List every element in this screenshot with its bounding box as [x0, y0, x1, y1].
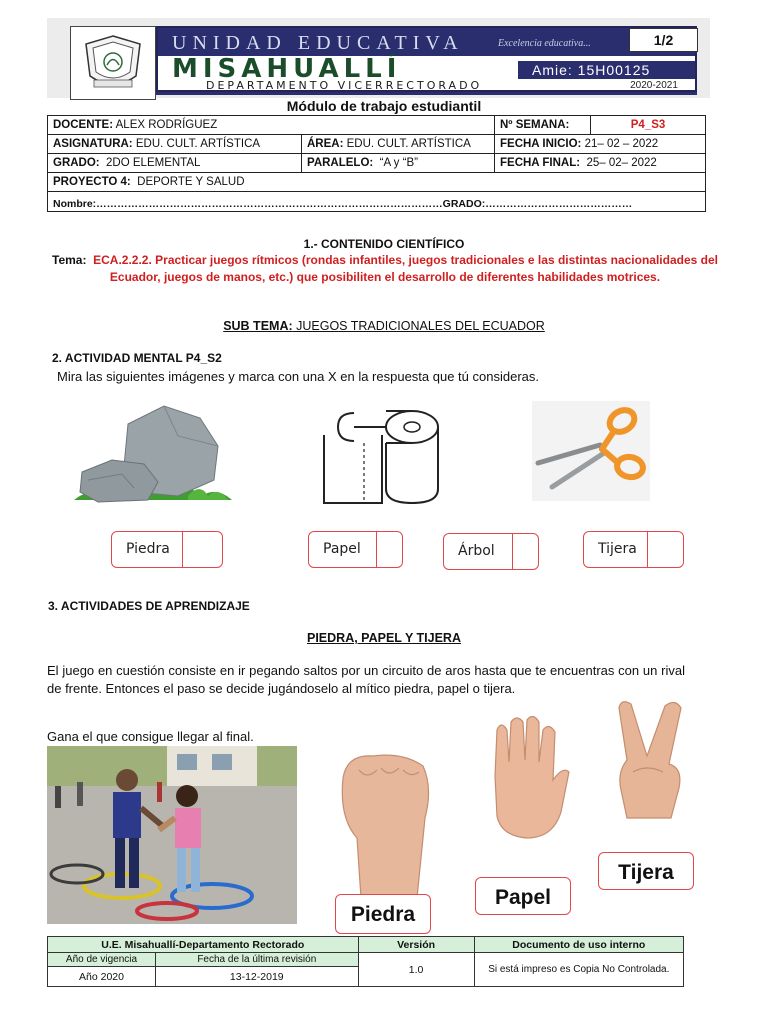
kids-playing-photo	[47, 746, 297, 924]
label-piedra: Piedra	[335, 894, 431, 934]
school-banner	[156, 26, 697, 92]
label-tijera: Tijera	[598, 852, 694, 890]
subtema: SUB TEMA: JUEGOS TRADICIONALES DEL ECUADOR	[223, 319, 545, 333]
footer-col2-header: Versión	[358, 937, 474, 953]
docente-cell: DOCENTE: ALEX RODRÍGUEZ	[48, 116, 495, 135]
school-name-line1: UNIDAD EDUCATIVA	[172, 32, 464, 54]
tema: Tema: ECA.2.2.2. Practicar juegos rítmicos (rondas infantiles, juegos tradicionales e las distintas nacionalidades del Ecuador, juegos de manos, etc.) que posibiliten el desarrollo de diferentes habilidades motrices.	[52, 253, 718, 284]
game-title: PIEDRA, PAPEL Y TIJERA	[307, 631, 461, 645]
school-period: 2020-2021	[630, 80, 678, 91]
footer-col3-header: Documento de uso interno	[474, 937, 683, 953]
grado-cell: GRADO: 2DO ELEMENTAL	[48, 154, 302, 173]
asignatura-cell: ASIGNATURA: EDU. CULT. ARTÍSTICA	[48, 135, 302, 154]
footer-version: 1.0	[358, 953, 474, 987]
area-cell: ÁREA: EDU. CULT. ARTÍSTICA	[302, 135, 495, 154]
footer-vigencia-label: Año de vigencia	[48, 953, 156, 967]
paper-roll-image	[318, 405, 446, 510]
school-crest-icon	[78, 32, 148, 94]
department-name: DEPARTAMENTO VICERRECTORADO	[206, 79, 483, 92]
footer-vigencia: Año 2020	[48, 967, 156, 987]
game-description: El juego en cuestión consiste en ir pegando saltos por un circuito de aros hasta que te encuentras con un rival de frente. Entonces el paso se decide jugándoselo al mítico piedra, papel o tijera.	[47, 663, 685, 696]
option-tijera[interactable]: Tijera	[583, 531, 684, 568]
game-rule: Gana el que consigue llegar al final.	[47, 729, 254, 744]
activity3-title: 3. ACTIVIDADES DE APRENDIZAJE	[48, 599, 250, 613]
footer-nota: Si está impreso es Copia No Controlada.	[474, 953, 683, 987]
open-hand-image	[487, 716, 571, 842]
fecha-inicio-cell: FECHA INICIO: 21– 02 – 2022	[495, 135, 706, 154]
school-name-line2: MISAHUALLÍ	[172, 54, 402, 84]
proyecto-cell: PROYECTO 4: DEPORTE Y SALUD	[48, 173, 706, 192]
rock-image	[68, 396, 238, 508]
fist-hand-image	[333, 748, 435, 900]
paralelo-cell: PARALELO: “A y “B”	[302, 154, 495, 173]
module-title: Módulo de trabajo estudiantil	[286, 98, 482, 114]
footer-revision-label: Fecha de la última revisión	[156, 953, 359, 967]
label-papel: Papel	[475, 877, 571, 915]
activity2-title: 2. ACTIVIDAD MENTAL P4_S2	[52, 351, 222, 365]
answer-box[interactable]	[512, 534, 538, 569]
footer-col1-header: U.E. Misahuallí-Departamento Rectorado	[48, 937, 359, 953]
footer-table	[47, 936, 684, 987]
tema-text: ECA.2.2.2. Practicar juegos rítmicos (rondas infantiles, juegos tradicionales e las distintas nacionalidades del Ecuador, juegos de manos, etc.) que posibiliten el desarrollo de diferentes habilidades motrices.	[93, 253, 718, 284]
info-table	[47, 115, 706, 212]
footer-revision: 13-12-2019	[156, 967, 359, 987]
answer-box[interactable]	[647, 532, 683, 567]
option-papel[interactable]: Papel	[308, 531, 403, 568]
fecha-final-cell: FECHA FINAL: 25– 02– 2022	[495, 154, 706, 173]
school-tagline: Excelencia educativa...	[498, 38, 591, 49]
semana-cell: P4_S3	[591, 116, 706, 135]
option-arbol[interactable]: Árbol	[443, 533, 539, 570]
activity2-instructions: Mira las siguientes imágenes y marca con una X en la respuesta que tú consideras.	[57, 369, 539, 384]
option-piedra[interactable]: Piedra	[111, 531, 223, 568]
answer-box[interactable]	[376, 532, 402, 567]
answer-box[interactable]	[182, 532, 222, 567]
amie-code: Amie: 15H00125	[518, 61, 695, 79]
page-number: 1/2	[629, 28, 698, 52]
victory-hand-image	[613, 698, 697, 820]
section1-title: 1.- CONTENIDO CIENTÍFICO	[303, 237, 465, 251]
semana-label-cell: Nº SEMANA:	[495, 116, 591, 135]
school-logo	[70, 26, 156, 100]
nombre-line[interactable]: Nombre:………………………………………………………………………………………GRADO:……………………………………	[48, 192, 706, 212]
banner-underline	[156, 92, 697, 95]
scissors-image	[532, 401, 650, 501]
